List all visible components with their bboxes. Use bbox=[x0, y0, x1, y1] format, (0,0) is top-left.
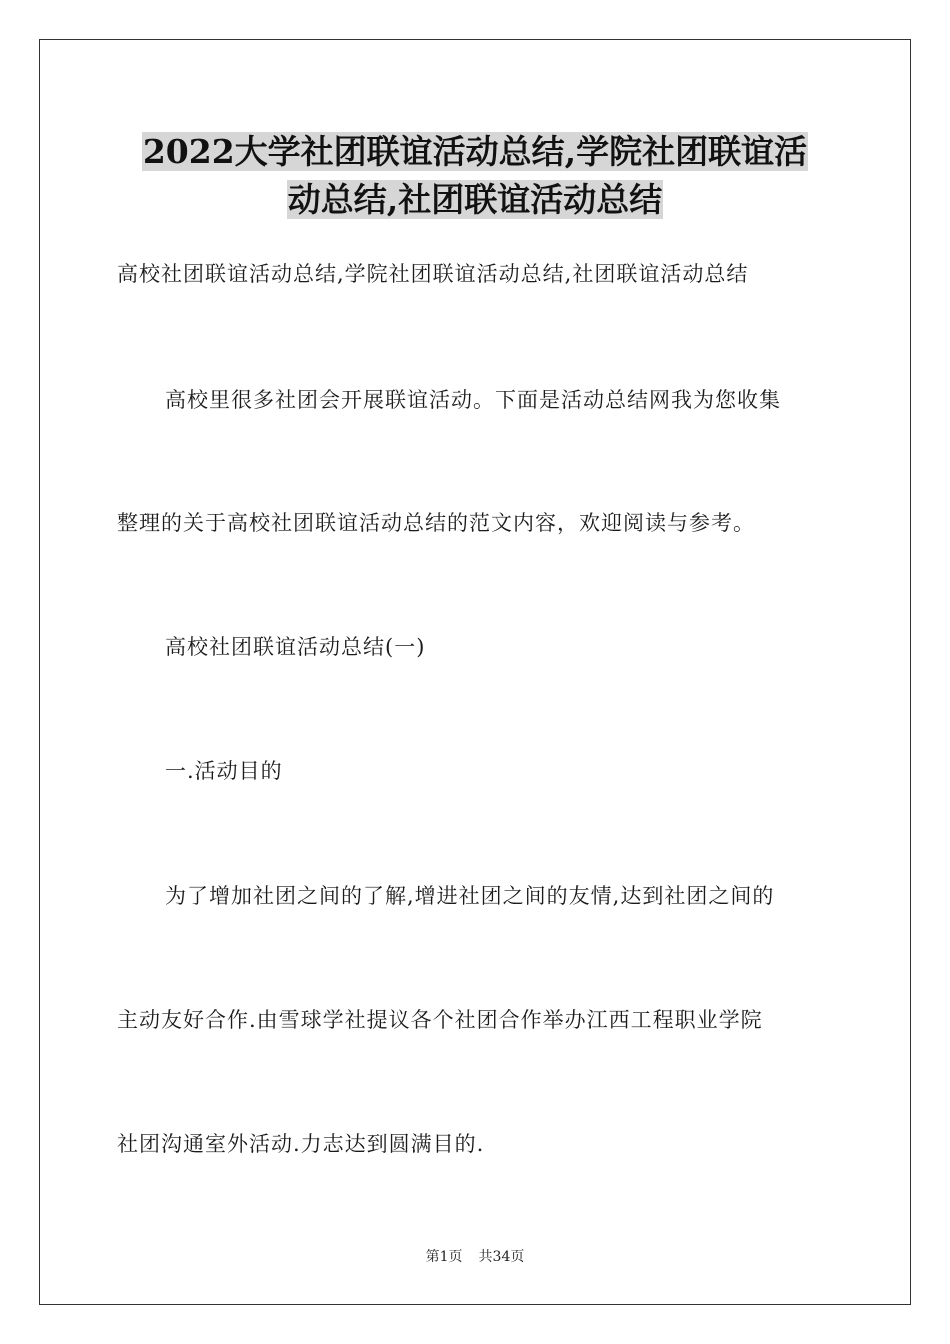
section-heading: 高校社团联谊活动总结(一) bbox=[165, 635, 426, 659]
document-title-line-2 bbox=[0, 177, 950, 223]
subsection-heading: 一.活动目的 bbox=[165, 759, 283, 783]
subtitle-line: 高校社团联谊活动总结,学院社团联谊活动总结,社团联谊活动总结 bbox=[117, 262, 749, 286]
paragraph-line: 为了增加社团之间的了解,增进社团之间的友情,达到社团之间的 bbox=[165, 884, 775, 908]
paragraph-line: 高校里很多社团会开展联谊活动。下面是活动总结网我为您收集 bbox=[165, 388, 781, 412]
page-number: 第1页 bbox=[425, 1249, 463, 1265]
title-text-2: 动总结,社团联谊活动总结 bbox=[287, 180, 663, 219]
page-border bbox=[39, 39, 911, 1305]
paragraph-line: 整理的关于高校社团联谊活动总结的范文内容，欢迎阅读与参考。 bbox=[117, 511, 755, 535]
page-footer bbox=[0, 1247, 950, 1267]
title-text-1: 2022大学社团联谊活动总结,学院社团联谊活 bbox=[142, 132, 808, 171]
page-total: 共34页 bbox=[478, 1249, 525, 1265]
paragraph-line: 主动友好合作.由雪球学社提议各个社团合作举办江西工程职业学院 bbox=[117, 1008, 763, 1032]
paragraph-line: 社团沟通室外活动.力志达到圆满目的. bbox=[117, 1132, 485, 1156]
document-title-line-1 bbox=[0, 129, 950, 175]
